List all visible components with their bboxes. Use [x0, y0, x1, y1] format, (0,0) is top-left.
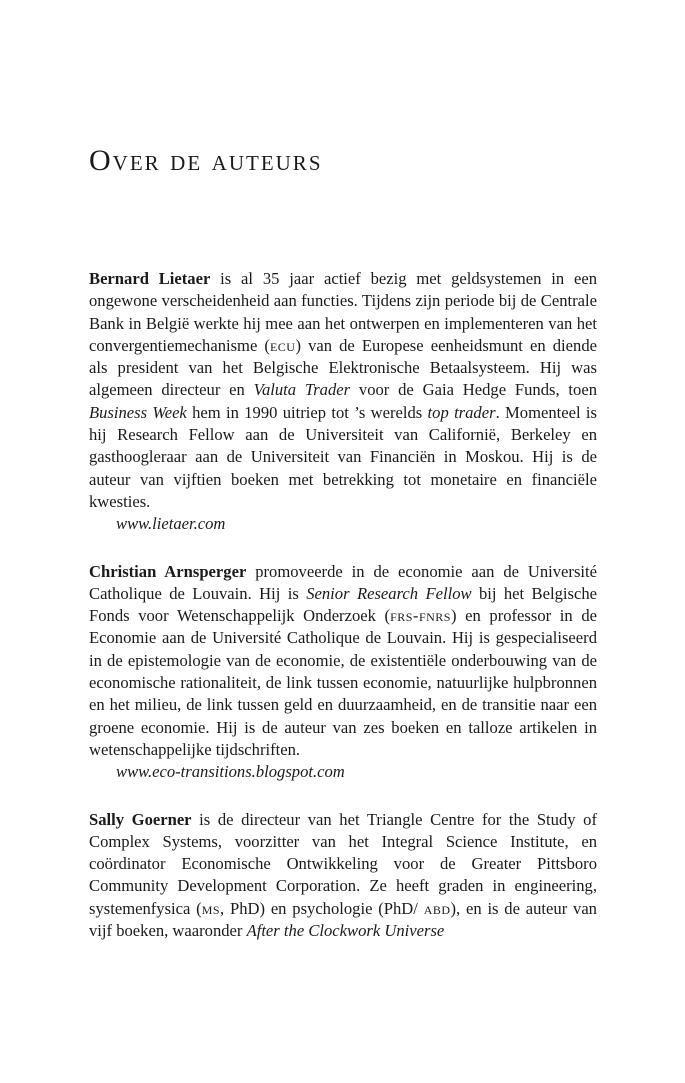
bio-text: voor de Gaia Hedge Funds, toen: [350, 380, 597, 400]
abbreviation: abd: [423, 898, 451, 918]
italic-term: Valuta Trader: [253, 380, 351, 400]
author-list: [89, 268, 597, 942]
bio-text: promoveerde in de economie aan de Université Catholique de Louvain. Hij is: [89, 561, 597, 603]
bio-text: is de directeur van het Triangle Centre for the Study of Complex Systems, voorzitter van het Integral Science Institute, en coördinator Economische Ontwikkeling voor de Greater Pittsboro Community Development Corporation. Ze heeft graden in engineering, systemenfysica (: [89, 809, 597, 918]
bio-text: bij het Belgische Fonds voor Wetenschappelijk Onderzoek (: [89, 583, 597, 626]
author-name: Christian Arnsperger: [89, 561, 247, 581]
author-bio: [89, 561, 597, 762]
bio-text: ) van de Europese eenheidsmunt en diende als president van het Belgische Elektronische Betaalsysteem. Hij was algemeen directeur en: [89, 335, 597, 400]
bio-text: , PhD) en psychologie (PhD/: [220, 898, 424, 918]
author-name: Bernard Lietaer: [89, 269, 211, 288]
page-title: Over de auteurs: [89, 144, 323, 177]
author-entry-lietaer: [89, 268, 597, 536]
bio-text: hem in 1990 uitriep tot ’s werelds: [186, 402, 428, 422]
author-entry-goerner: [89, 809, 597, 943]
author-entry-arnsperger: [89, 561, 597, 784]
abbreviation: frs-fnrs: [390, 606, 451, 626]
bio-text: is al 35 jaar actief bezig met geldsystemen in een ongewone verscheidenheid aan functies. Tijdens zijn periode bij de Centrale Bank in België werkte hij mee aan het ontwerpen en implementeren van het convergentiemechanisme (: [89, 269, 597, 355]
author-website-link[interactable]: www.lietaer.com: [116, 514, 226, 534]
italic-term: top trader: [427, 402, 496, 422]
author-bio: [89, 809, 597, 943]
bio-text: ), en is de auteur van vijf boeken, waaronder: [89, 898, 597, 941]
author-name: Sally Goerner: [89, 809, 192, 829]
bio-text: ) en professor in de Economie aan de Université Catholique de Louvain. Hij is gespecialiseerd in de epistemologie van de economie, de existentiële onderbouwing van de economische rationaliteit, de link tussen economie, natuurlijke hulpbronnen en het milieu, de link tussen geld en duurzaamheid, en de transitie naar een groene economie. Hij is de auteur van zes boeken en talloze artikelen in wetenschappelijke tijdschriften.: [89, 606, 597, 759]
author-website-link[interactable]: www.eco-transitions.blogspot.com: [116, 762, 345, 782]
italic-term: Senior Research Fellow: [306, 583, 472, 603]
bio-text: . Momenteel is hij Research Fellow aan de Universiteit van Californië, Berkeley en gasthoogleraar aan de Universiteit van Financiën in Moskou. Hij is de auteur van vijftien boeken met betrekking tot monetaire en financiële kwesties.: [89, 402, 597, 511]
italic-term: Business Week: [89, 402, 187, 422]
abbreviation: ecu: [269, 335, 296, 355]
abbreviation: ms: [201, 898, 221, 918]
italic-term: After the Clockwork Universe: [246, 921, 445, 941]
author-bio: [89, 268, 597, 513]
